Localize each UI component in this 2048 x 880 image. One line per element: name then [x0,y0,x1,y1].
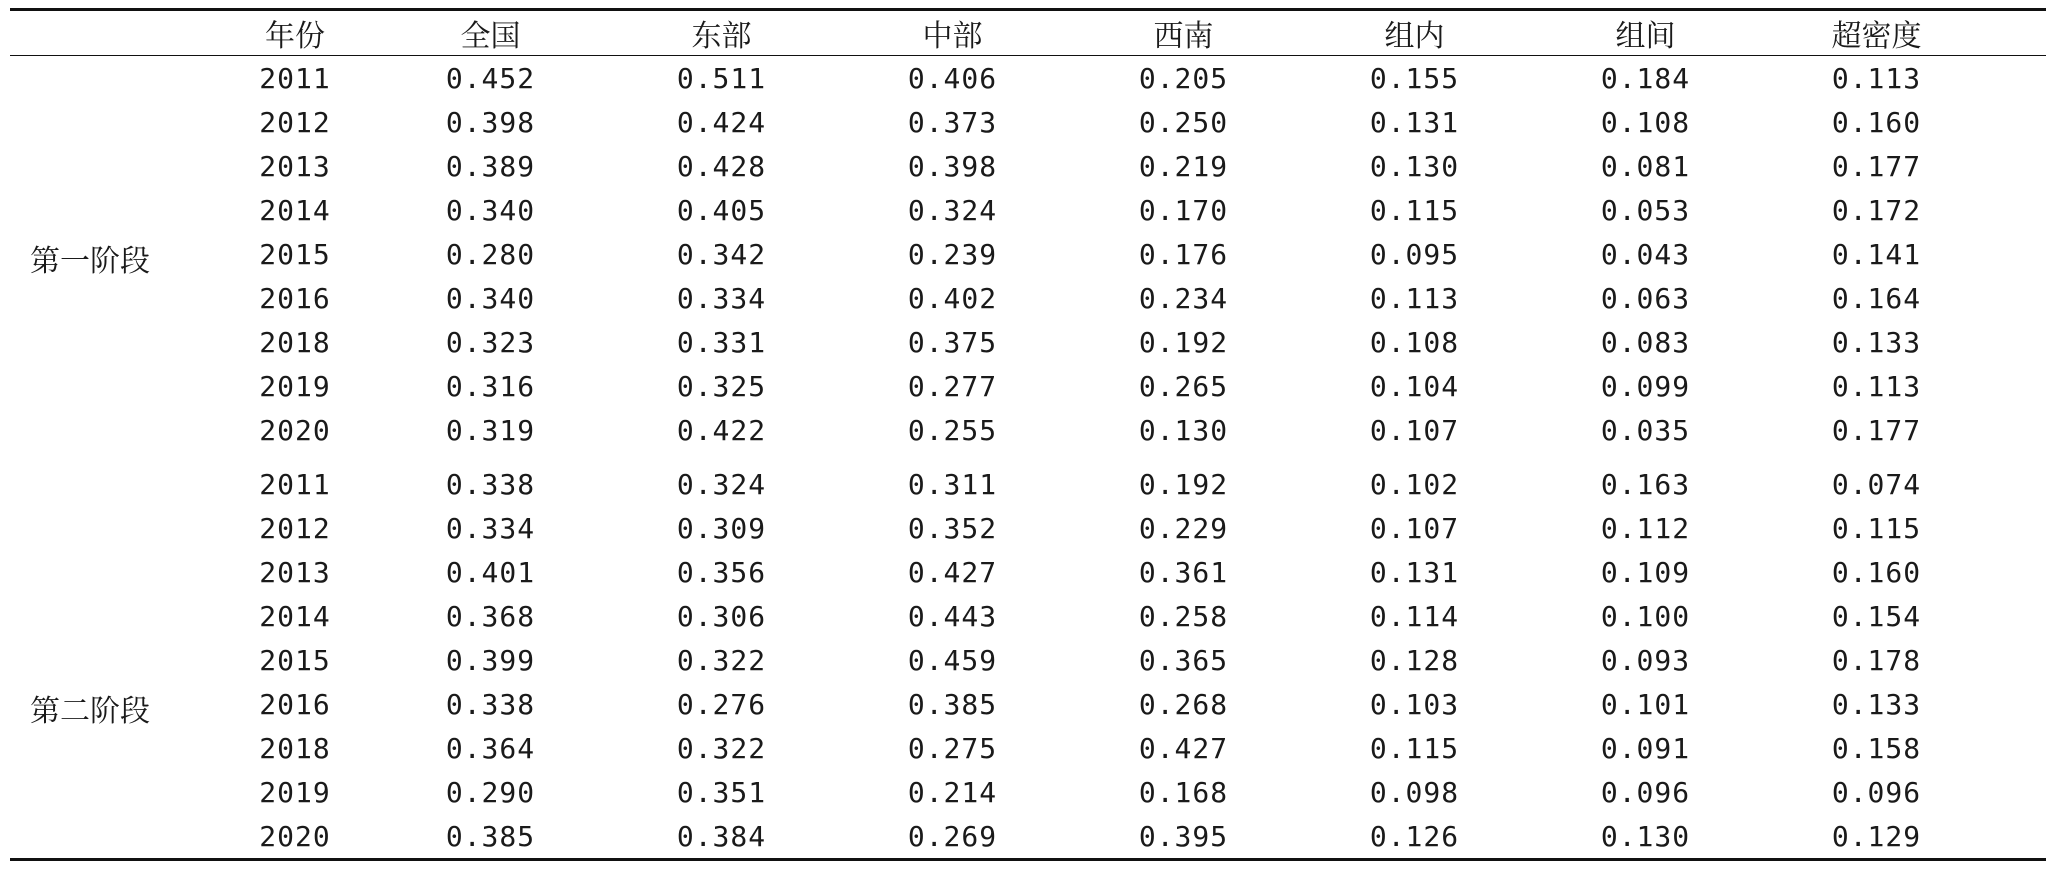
header-east: 东部 [691,19,752,54]
value-cell: 0.104 [1369,369,1460,403]
value-cell: 0.316 [445,369,536,403]
value-cell: 0.276 [676,687,767,721]
value-cell: 0.340 [445,281,536,315]
value-cell: 0.356 [676,555,767,589]
value-cell: 0.095 [1369,237,1460,271]
value-cell: 0.053 [1600,193,1691,227]
section-rows [10,56,2046,452]
table-row [10,462,2046,506]
value-cell: 0.164 [1831,281,1922,315]
value-cell: 0.265 [1138,369,1229,403]
value-cell: 0.351 [676,775,767,809]
value-cell: 0.219 [1138,149,1229,183]
table-row [10,364,2046,408]
value-cell: 0.098 [1369,775,1460,809]
value-cell: 0.109 [1600,555,1691,589]
year-cell: 2015 [259,643,331,677]
value-cell: 0.319 [445,413,536,447]
value-cell: 0.275 [907,731,998,765]
value-cell: 0.130 [1138,413,1229,447]
value-cell: 0.338 [445,467,536,501]
value-cell: 0.452 [445,61,536,95]
bottom-rule [10,858,2046,861]
year-cell: 2016 [259,281,331,315]
value-cell: 0.511 [676,61,767,95]
value-cell: 0.361 [1138,555,1229,589]
header-hyper-density: 超密度 [1831,19,1922,54]
value-cell: 0.131 [1369,555,1460,589]
value-cell: 0.131 [1369,105,1460,139]
header-between-group: 组间 [1615,19,1676,54]
year-cell: 2012 [259,511,331,545]
stage-label: 第二阶段 [30,694,150,729]
value-cell: 0.399 [445,643,536,677]
value-cell: 0.115 [1369,193,1460,227]
header-national: 全国 [460,19,521,54]
value-cell: 0.192 [1138,325,1229,359]
value-cell: 0.368 [445,599,536,633]
value-cell: 0.402 [907,281,998,315]
year-cell: 2018 [259,325,331,359]
value-cell: 0.443 [907,599,998,633]
table-row [10,726,2046,770]
value-cell: 0.269 [907,819,998,853]
value-cell: 0.141 [1831,237,1922,271]
value-cell: 0.103 [1369,687,1460,721]
value-cell: 0.385 [907,687,998,721]
value-cell: 0.172 [1831,193,1922,227]
value-cell: 0.306 [676,599,767,633]
value-cell: 0.258 [1138,599,1229,633]
table-row [10,770,2046,814]
value-cell: 0.375 [907,325,998,359]
section-gap [10,452,2046,462]
year-cell: 2011 [259,61,331,95]
year-cell: 2019 [259,775,331,809]
value-cell: 0.322 [676,643,767,677]
table-row [10,550,2046,594]
value-cell: 0.108 [1369,325,1460,359]
value-cell: 0.093 [1600,643,1691,677]
section-stage-two [10,462,2046,858]
value-cell: 0.340 [445,193,536,227]
value-cell: 0.133 [1831,325,1922,359]
table-row [10,594,2046,638]
header-year: 年份 [265,19,325,54]
value-cell: 0.168 [1138,775,1229,809]
value-cell: 0.406 [907,61,998,95]
value-cell: 0.277 [907,369,998,403]
value-cell: 0.130 [1369,149,1460,183]
year-cell: 2012 [259,105,331,139]
value-cell: 0.083 [1600,325,1691,359]
value-cell: 0.133 [1831,687,1922,721]
value-cell: 0.280 [445,237,536,271]
value-cell: 0.342 [676,237,767,271]
value-cell: 0.373 [907,105,998,139]
value-cell: 0.112 [1600,511,1691,545]
value-cell: 0.331 [676,325,767,359]
value-cell: 0.364 [445,731,536,765]
data-table [10,8,2046,861]
value-cell: 0.177 [1831,413,1922,447]
value-cell: 0.234 [1138,281,1229,315]
value-cell: 0.107 [1369,413,1460,447]
value-cell: 0.114 [1369,599,1460,633]
value-cell: 0.389 [445,149,536,183]
table-row [10,276,2046,320]
table-row [10,188,2046,232]
value-cell: 0.365 [1138,643,1229,677]
value-cell: 0.334 [676,281,767,315]
header-within-group: 组内 [1384,19,1445,54]
value-cell: 0.255 [907,413,998,447]
value-cell: 0.385 [445,819,536,853]
table-row [10,408,2046,452]
value-cell: 0.101 [1600,687,1691,721]
value-cell: 0.113 [1831,61,1922,95]
value-cell: 0.129 [1831,819,1922,853]
table-row [10,814,2046,858]
value-cell: 0.214 [907,775,998,809]
value-cell: 0.063 [1600,281,1691,315]
value-cell: 0.424 [676,105,767,139]
year-cell: 2013 [259,555,331,589]
table-row [10,320,2046,364]
value-cell: 0.324 [907,193,998,227]
value-cell: 0.081 [1600,149,1691,183]
table-row [10,638,2046,682]
value-cell: 0.268 [1138,687,1229,721]
value-cell: 0.091 [1600,731,1691,765]
value-cell: 0.099 [1600,369,1691,403]
year-cell: 2014 [259,193,331,227]
value-cell: 0.352 [907,511,998,545]
value-cell: 0.239 [907,237,998,271]
year-cell: 2020 [259,819,331,853]
value-cell: 0.113 [1831,369,1922,403]
value-cell: 0.130 [1600,819,1691,853]
value-cell: 0.192 [1138,467,1229,501]
value-cell: 0.163 [1600,467,1691,501]
table-row [10,144,2046,188]
value-cell: 0.334 [445,511,536,545]
header-southwest: 西南 [1153,19,1214,54]
value-cell: 0.107 [1369,511,1460,545]
value-cell: 0.290 [445,775,536,809]
value-cell: 0.043 [1600,237,1691,271]
header-central: 中部 [922,19,983,54]
value-cell: 0.325 [676,369,767,403]
value-cell: 0.178 [1831,643,1922,677]
table-row [10,100,2046,144]
year-cell: 2020 [259,413,331,447]
value-cell: 0.108 [1600,105,1691,139]
value-cell: 0.154 [1831,599,1922,633]
value-cell: 0.160 [1831,555,1922,589]
value-cell: 0.250 [1138,105,1229,139]
value-cell: 0.170 [1138,193,1229,227]
table-row [10,682,2046,726]
year-cell: 2018 [259,731,331,765]
year-cell: 2014 [259,599,331,633]
value-cell: 0.322 [676,731,767,765]
value-cell: 0.113 [1369,281,1460,315]
value-cell: 0.100 [1600,599,1691,633]
value-cell: 0.324 [676,467,767,501]
value-cell: 0.395 [1138,819,1229,853]
value-cell: 0.323 [445,325,536,359]
year-cell: 2019 [259,369,331,403]
value-cell: 0.096 [1600,775,1691,809]
value-cell: 0.155 [1369,61,1460,95]
value-cell: 0.427 [1138,731,1229,765]
value-cell: 0.384 [676,819,767,853]
value-cell: 0.160 [1831,105,1922,139]
value-cell: 0.398 [445,105,536,139]
value-cell: 0.428 [676,149,767,183]
value-cell: 0.401 [445,555,536,589]
table-row [10,56,2046,100]
header-row [10,11,2046,55]
year-cell: 2013 [259,149,331,183]
value-cell: 0.184 [1600,61,1691,95]
value-cell: 0.398 [907,149,998,183]
value-cell: 0.176 [1138,237,1229,271]
value-cell: 0.229 [1138,511,1229,545]
year-cell: 2016 [259,687,331,721]
value-cell: 0.096 [1831,775,1922,809]
table-row [10,232,2046,276]
value-cell: 0.128 [1369,643,1460,677]
value-cell: 0.311 [907,467,998,501]
value-cell: 0.405 [676,193,767,227]
year-cell: 2011 [259,467,331,501]
value-cell: 0.422 [676,413,767,447]
value-cell: 0.126 [1369,819,1460,853]
value-cell: 0.205 [1138,61,1229,95]
value-cell: 0.459 [907,643,998,677]
value-cell: 0.338 [445,687,536,721]
section-stage-one [10,56,2046,452]
section-rows [10,462,2046,858]
value-cell: 0.035 [1600,413,1691,447]
value-cell: 0.115 [1369,731,1460,765]
year-cell: 2015 [259,237,331,271]
value-cell: 0.158 [1831,731,1922,765]
table-row [10,506,2046,550]
stage-label: 第一阶段 [30,244,150,279]
value-cell: 0.309 [676,511,767,545]
value-cell: 0.074 [1831,467,1922,501]
value-cell: 0.102 [1369,467,1460,501]
value-cell: 0.115 [1831,511,1922,545]
value-cell: 0.427 [907,555,998,589]
value-cell: 0.177 [1831,149,1922,183]
